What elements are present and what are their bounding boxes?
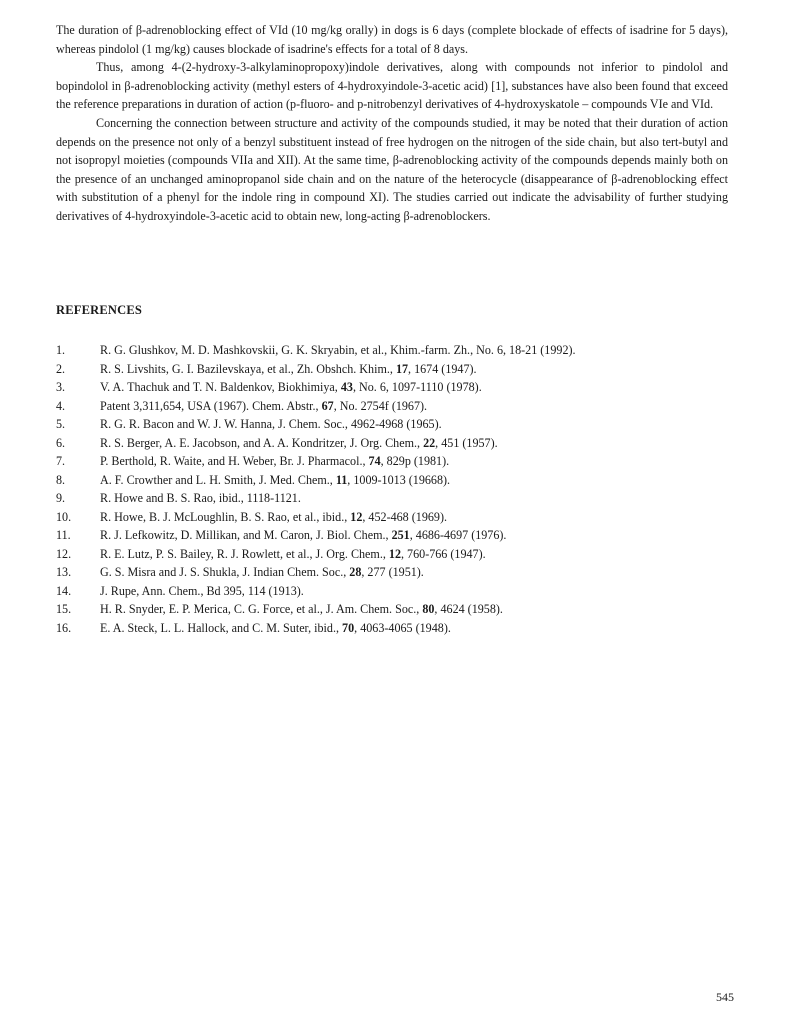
reference-item <box>56 360 736 379</box>
reference-item <box>56 619 736 638</box>
reference-text: V. A. Thachuk and T. N. Baldenkov, Biokhimiya, <box>100 380 341 394</box>
reference-number: 9. <box>56 491 66 505</box>
reference-text: A. F. Crowther and L. H. Smith, J. Med. Chem., <box>100 472 336 487</box>
reference-volume: 70 <box>342 620 355 635</box>
reference-text-tail: , 4686-4697 (1976). <box>409 528 507 542</box>
reference-item <box>56 563 736 582</box>
reference-number: 5. <box>56 417 66 431</box>
paragraph-conclusion: Thus, among 4-(2-hydroxy-3-alkylaminopropoxy)indole derivatives, along with compounds not inferior to pindolol and bopindolol in β-adrenoblocking activity (methyl esters of 4-hydroxyindole-3-acetic acid) [1], substances have also been found that exceed the reference preparations in duration of action (p-fluoro- and p-nitrobenzyl derivatives of 4-hydroxyskatole – compounds VIe and VId. <box>56 60 728 112</box>
reference-text-tail: , 760-766 (1947). <box>401 546 486 561</box>
reference-number: 13. <box>56 565 72 579</box>
reference-text: R. G. R. Bacon and W. J. W. Hanna, J. Chem. Soc., 4962-4968 (1965). <box>100 417 442 431</box>
reference-item <box>56 471 736 490</box>
reference-volume: 251 <box>391 528 410 542</box>
reference-text-tail: , 277 (1951). <box>361 565 424 579</box>
reference-volume: 22 <box>423 435 436 450</box>
reference-text: R. J. Lefkowitz, D. Millikan, and M. Caron, J. Biol. Chem., <box>100 528 392 542</box>
paragraph-structure-activity: Concerning the connection between structure and activity of the compounds studied, it may be noted that their duration of action depends on the presence not only of a benzyl substituent instead of free hydrogen on the nitrogen of the side chain, but also tert-butyl and not isopropyl moieties (compounds VIIa and XII). At the same time, β-adrenoblocking activity of the compounds depends mainly both on the presence of an unchanged aminopropanol side chain and on the nature of the heterocycle (disappearance of β-adrenoblocking effect with substitution of a phenyl for the indole ring in compound XI). The studies carried out indicate the advisability of further studying derivatives of 4-hydroxyindole-3-acetic acid to obtain new, long-acting β-adrenoblockers. <box>56 115 728 223</box>
reference-number: 2. <box>56 361 66 376</box>
paragraph-duration: The duration of β-adrenoblocking effect of VId (10 mg/kg orally) in dogs is 6 days (complete blockade of effects of isadrine for 5 days), whereas pindolol (1 mg/kg) causes blockade of isadrine's effects for a total of 8 days. <box>56 23 728 56</box>
reference-text-tail: , 1674 (1947). <box>408 361 477 376</box>
reference-item <box>56 452 736 471</box>
reference-item <box>56 508 736 527</box>
reference-text: R. S. Berger, A. E. Jacobson, and A. A. Kondritzer, J. Org. Chem., <box>100 435 424 450</box>
reference-number: 12. <box>56 546 72 561</box>
reference-text-tail: , 829p (1981). <box>380 454 450 468</box>
reference-item <box>56 415 736 434</box>
reference-number: 14. <box>56 583 72 598</box>
reference-item <box>56 545 736 564</box>
reference-text: R. Howe, B. J. McLoughlin, B. S. Rao, et al., ibid., <box>100 509 351 524</box>
reference-item <box>56 489 736 508</box>
reference-text: Patent 3,311,654, USA (1967). Chem. Abstr., <box>100 398 322 413</box>
reference-text-tail: , 4063-4065 (1948). <box>354 620 451 635</box>
reference-number: 7. <box>56 454 66 468</box>
reference-number: 1. <box>56 343 66 357</box>
reference-text: E. A. Steck, L. L. Hallock, and C. M. Suter, ibid., <box>100 620 343 635</box>
reference-number: 15. <box>56 602 72 616</box>
reference-item <box>56 526 736 545</box>
reference-volume: 12 <box>388 546 401 561</box>
reference-item <box>56 600 736 619</box>
reference-volume: 12 <box>350 509 363 524</box>
reference-number: 10. <box>56 509 72 524</box>
page-number: 545 <box>716 990 734 1004</box>
reference-volume: 67 <box>321 398 334 413</box>
reference-text-tail: , 4624 (1958). <box>434 602 503 616</box>
reference-text: R. Howe and B. S. Rao, ibid., 1118-1121. <box>100 491 301 505</box>
reference-number: 3. <box>56 380 66 394</box>
reference-text: J. Rupe, Ann. Chem., Bd 395, 114 (1913). <box>100 583 304 598</box>
reference-text: R. G. Glushkov, M. D. Mashkovskii, G. K. Skryabin, et al., Khim.-farm. Zh., No. 6, 18-21 (1992). <box>100 343 576 357</box>
reference-volume: 74 <box>368 454 381 468</box>
reference-volume: 11 <box>335 472 348 487</box>
references-list <box>56 341 736 637</box>
reference-volume: 80 <box>422 602 435 616</box>
reference-text: P. Berthold, R. Waite, and H. Weber, Br. J. Pharmacol., <box>100 454 369 468</box>
reference-item <box>56 434 736 453</box>
reference-number: 8. <box>56 472 66 487</box>
reference-item <box>56 341 736 360</box>
reference-number: 16. <box>56 620 72 635</box>
reference-item <box>56 397 736 416</box>
reference-text: R. S. Livshits, G. I. Bazilevskaya, et al., Zh. Obshch. Khim., <box>100 361 396 376</box>
reference-text: R. E. Lutz, P. S. Bailey, R. J. Rowlett, et al., J. Org. Chem., <box>100 546 389 561</box>
reference-number: 6. <box>56 435 66 450</box>
references-heading: REFERENCES <box>56 303 143 317</box>
reference-item <box>56 378 736 397</box>
reference-text-tail: , No. 6, 1097-1110 (1978). <box>352 380 482 394</box>
reference-text-tail: , 1009-1013 (19668). <box>347 472 451 487</box>
reference-text: G. S. Misra and J. S. Shukla, J. Indian Chem. Soc., <box>100 565 350 579</box>
reference-text-tail: , No. 2754f (1967). <box>333 398 428 413</box>
reference-text-tail: , 452-468 (1969). <box>362 509 448 524</box>
reference-volume: 43 <box>340 380 353 394</box>
reference-volume: 28 <box>349 565 362 579</box>
reference-number: 4. <box>56 398 66 413</box>
reference-number: 11. <box>56 528 71 542</box>
reference-item <box>56 582 736 601</box>
reference-text-tail: , 451 (1957). <box>435 435 498 450</box>
reference-volume: 17 <box>395 361 409 376</box>
reference-text: H. R. Snyder, E. P. Merica, C. G. Force, et al., J. Am. Chem. Soc., <box>100 602 423 616</box>
body-text <box>56 21 728 226</box>
